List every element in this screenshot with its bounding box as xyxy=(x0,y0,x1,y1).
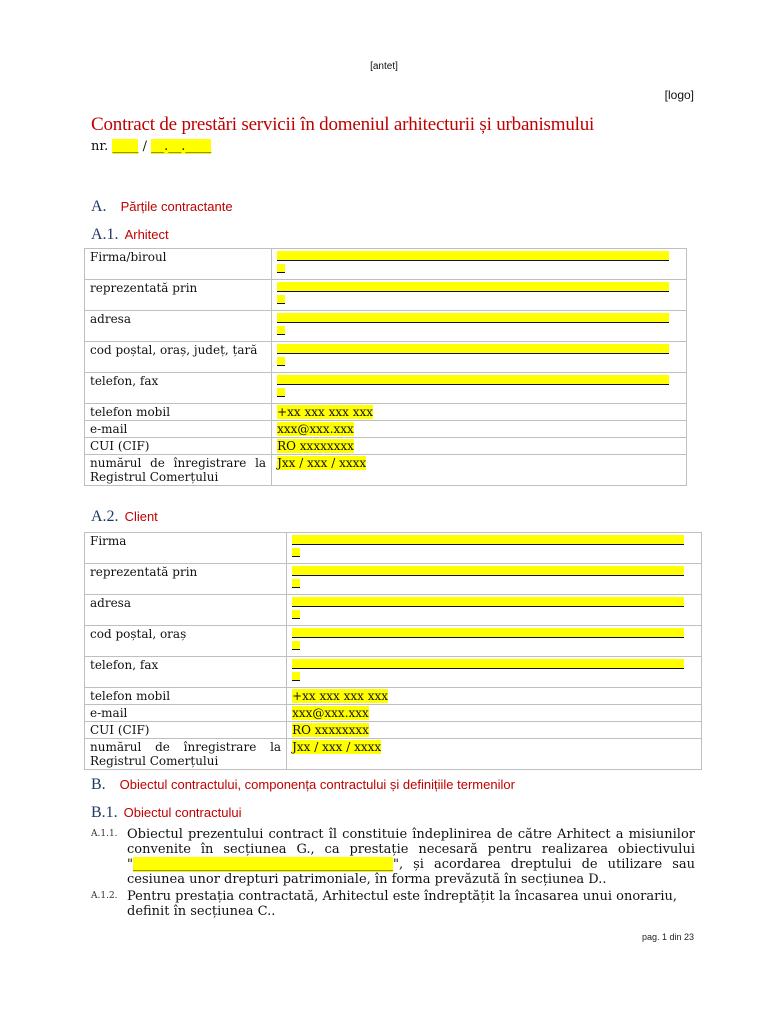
field-label: Firma xyxy=(85,533,287,564)
field-value-cell xyxy=(272,280,687,311)
table-row xyxy=(85,564,702,595)
field-label: reprezentată prin xyxy=(85,564,287,595)
section-b-heading xyxy=(91,774,515,794)
field-value-cell xyxy=(272,455,687,486)
page-footer: pag. 1 din 23 xyxy=(641,932,694,942)
blank-field-continuation xyxy=(292,610,300,619)
arhitect-table xyxy=(84,248,687,486)
field-label: Firma/biroul xyxy=(85,249,272,280)
client-table xyxy=(84,532,702,770)
objective-blank[interactable]: ________________________________________ xyxy=(132,857,393,872)
field-label: adresa xyxy=(85,595,287,626)
blank-field[interactable] xyxy=(277,344,669,354)
field-label: cod poștal, oraș, județ, țară xyxy=(85,342,272,373)
section-a-heading xyxy=(91,196,233,216)
table-row xyxy=(85,438,687,455)
field-label: reprezentată prin xyxy=(85,280,272,311)
table-row xyxy=(85,739,702,770)
field-value-cell xyxy=(272,421,687,438)
field-value-cell xyxy=(272,404,687,421)
document-title: Contract de prestări servicii în domeniul arhitecturii și urbanismului xyxy=(91,114,595,135)
blank-field-continuation xyxy=(277,264,285,273)
blank-field[interactable] xyxy=(277,313,669,323)
field-value-cell xyxy=(287,626,702,657)
contract-number-blank[interactable]: ____ xyxy=(112,139,139,154)
field-label: telefon, fax xyxy=(85,373,272,404)
table-row xyxy=(85,421,687,438)
blank-field-continuation xyxy=(292,672,300,681)
field-value-cell xyxy=(287,688,702,705)
contract-number-separator: / xyxy=(142,139,147,154)
section-a2-num: A.2. xyxy=(91,508,119,525)
table-row xyxy=(85,705,702,722)
blank-field[interactable] xyxy=(292,628,684,638)
blank-field-continuation xyxy=(277,295,285,304)
clause-text-before: Obiectul prezentului contract îl constituie îndeplinirea de către Arhitect a misiunilor convenite în secțiunea G., ca prestație necesară pentru realizarea obiectivului " xyxy=(127,827,695,872)
field-label: e-mail xyxy=(85,705,287,722)
clause-text-after: ", și acordarea dreptului de utilizare sau cesiunea unor drepturi patrimoniale, în forma prevăzută în secțiunea D.. xyxy=(127,857,695,887)
blank-field-continuation xyxy=(292,641,300,650)
section-b1-heading xyxy=(91,802,241,822)
field-value[interactable]: xxx@xxx.xxx xyxy=(292,706,369,720)
blank-field[interactable] xyxy=(292,659,684,669)
field-value-cell xyxy=(287,657,702,688)
blank-field-continuation xyxy=(277,388,285,397)
table-row xyxy=(85,455,687,486)
table-row xyxy=(85,342,687,373)
blank-field-continuation xyxy=(277,326,285,335)
field-value-cell xyxy=(287,595,702,626)
field-value[interactable]: xxx@xxx.xxx xyxy=(277,422,354,436)
section-b-label: Obiectul contractului, componența contractului și definițiile termenilor xyxy=(119,777,515,792)
field-label: telefon, fax xyxy=(85,657,287,688)
clause-number: A.1.2. xyxy=(91,891,118,901)
field-value[interactable]: RO xxxxxxxx xyxy=(277,439,354,453)
header-logo: [logo] xyxy=(664,88,694,102)
table-row xyxy=(85,657,702,688)
blank-field[interactable] xyxy=(292,566,684,576)
field-label: telefon mobil xyxy=(85,404,272,421)
field-label: telefon mobil xyxy=(85,688,287,705)
contract-number-prefix: nr. xyxy=(91,139,109,154)
section-b-num: B. xyxy=(91,776,106,793)
section-a1-num: A.1. xyxy=(91,226,119,243)
field-value[interactable]: +xx xxx xxx xxx xyxy=(277,405,374,419)
field-value[interactable]: +xx xxx xxx xxx xyxy=(292,689,389,703)
field-value-cell xyxy=(287,739,702,770)
blank-field[interactable] xyxy=(277,282,669,292)
section-a1-label: Arhitect xyxy=(124,227,169,242)
table-row xyxy=(85,311,687,342)
section-b1-num: B.1. xyxy=(91,804,118,821)
field-value-cell xyxy=(287,722,702,739)
table-row xyxy=(85,595,702,626)
blank-field[interactable] xyxy=(277,375,669,385)
table-row xyxy=(85,404,687,421)
section-a2-label: Client xyxy=(124,509,158,524)
field-label: CUI (CIF) xyxy=(85,722,287,739)
field-value-cell xyxy=(272,438,687,455)
field-value[interactable]: Jxx / xxx / xxxx xyxy=(292,740,382,754)
section-a-label: Părțile contractante xyxy=(120,199,233,214)
blank-field-continuation xyxy=(292,579,300,588)
header-antet: [antet] xyxy=(370,61,398,72)
blank-field-continuation xyxy=(277,357,285,366)
field-label: e-mail xyxy=(85,421,272,438)
field-value-cell xyxy=(272,373,687,404)
field-value-cell xyxy=(287,705,702,722)
field-label: numărul de înregistrare la Registrul Comerțului xyxy=(85,455,272,486)
blank-field[interactable] xyxy=(292,597,684,607)
field-value-cell xyxy=(272,342,687,373)
field-value-cell xyxy=(272,311,687,342)
field-value-cell xyxy=(287,564,702,595)
field-value[interactable]: Jxx / xxx / xxxx xyxy=(277,456,367,470)
blank-field-continuation xyxy=(292,548,300,557)
table-row xyxy=(85,688,702,705)
table-row xyxy=(85,373,687,404)
contract-number-line xyxy=(91,139,211,154)
section-a1-heading xyxy=(91,224,169,244)
clause-a-1-1 xyxy=(91,827,695,887)
field-value[interactable]: RO xxxxxxxx xyxy=(292,723,369,737)
table-row xyxy=(85,249,687,280)
table-row xyxy=(85,533,702,564)
table-row xyxy=(85,626,702,657)
field-value-cell xyxy=(287,533,702,564)
table-row xyxy=(85,722,702,739)
section-a2-heading xyxy=(91,506,158,526)
contract-date-blank[interactable]: __.__.____ xyxy=(151,139,212,154)
section-a-num: A. xyxy=(91,198,107,215)
field-label: CUI (CIF) xyxy=(85,438,272,455)
table-row xyxy=(85,280,687,311)
blank-field[interactable] xyxy=(292,535,684,545)
field-label: numărul de înregistrare la Registrul Comerțului xyxy=(85,739,287,770)
blank-field[interactable] xyxy=(277,251,669,261)
field-label: cod poștal, oraș xyxy=(85,626,287,657)
field-value-cell xyxy=(272,249,687,280)
clause-number: A.1.1. xyxy=(91,829,118,839)
section-b1-label: Obiectul contractului xyxy=(123,805,242,820)
clause-text: Pentru prestația contractată, Arhitectul este îndreptățit la încasarea unui onorariu, definit în secțiunea C.. xyxy=(127,889,677,919)
field-label: adresa xyxy=(85,311,272,342)
clause-a-1-2 xyxy=(91,889,695,919)
